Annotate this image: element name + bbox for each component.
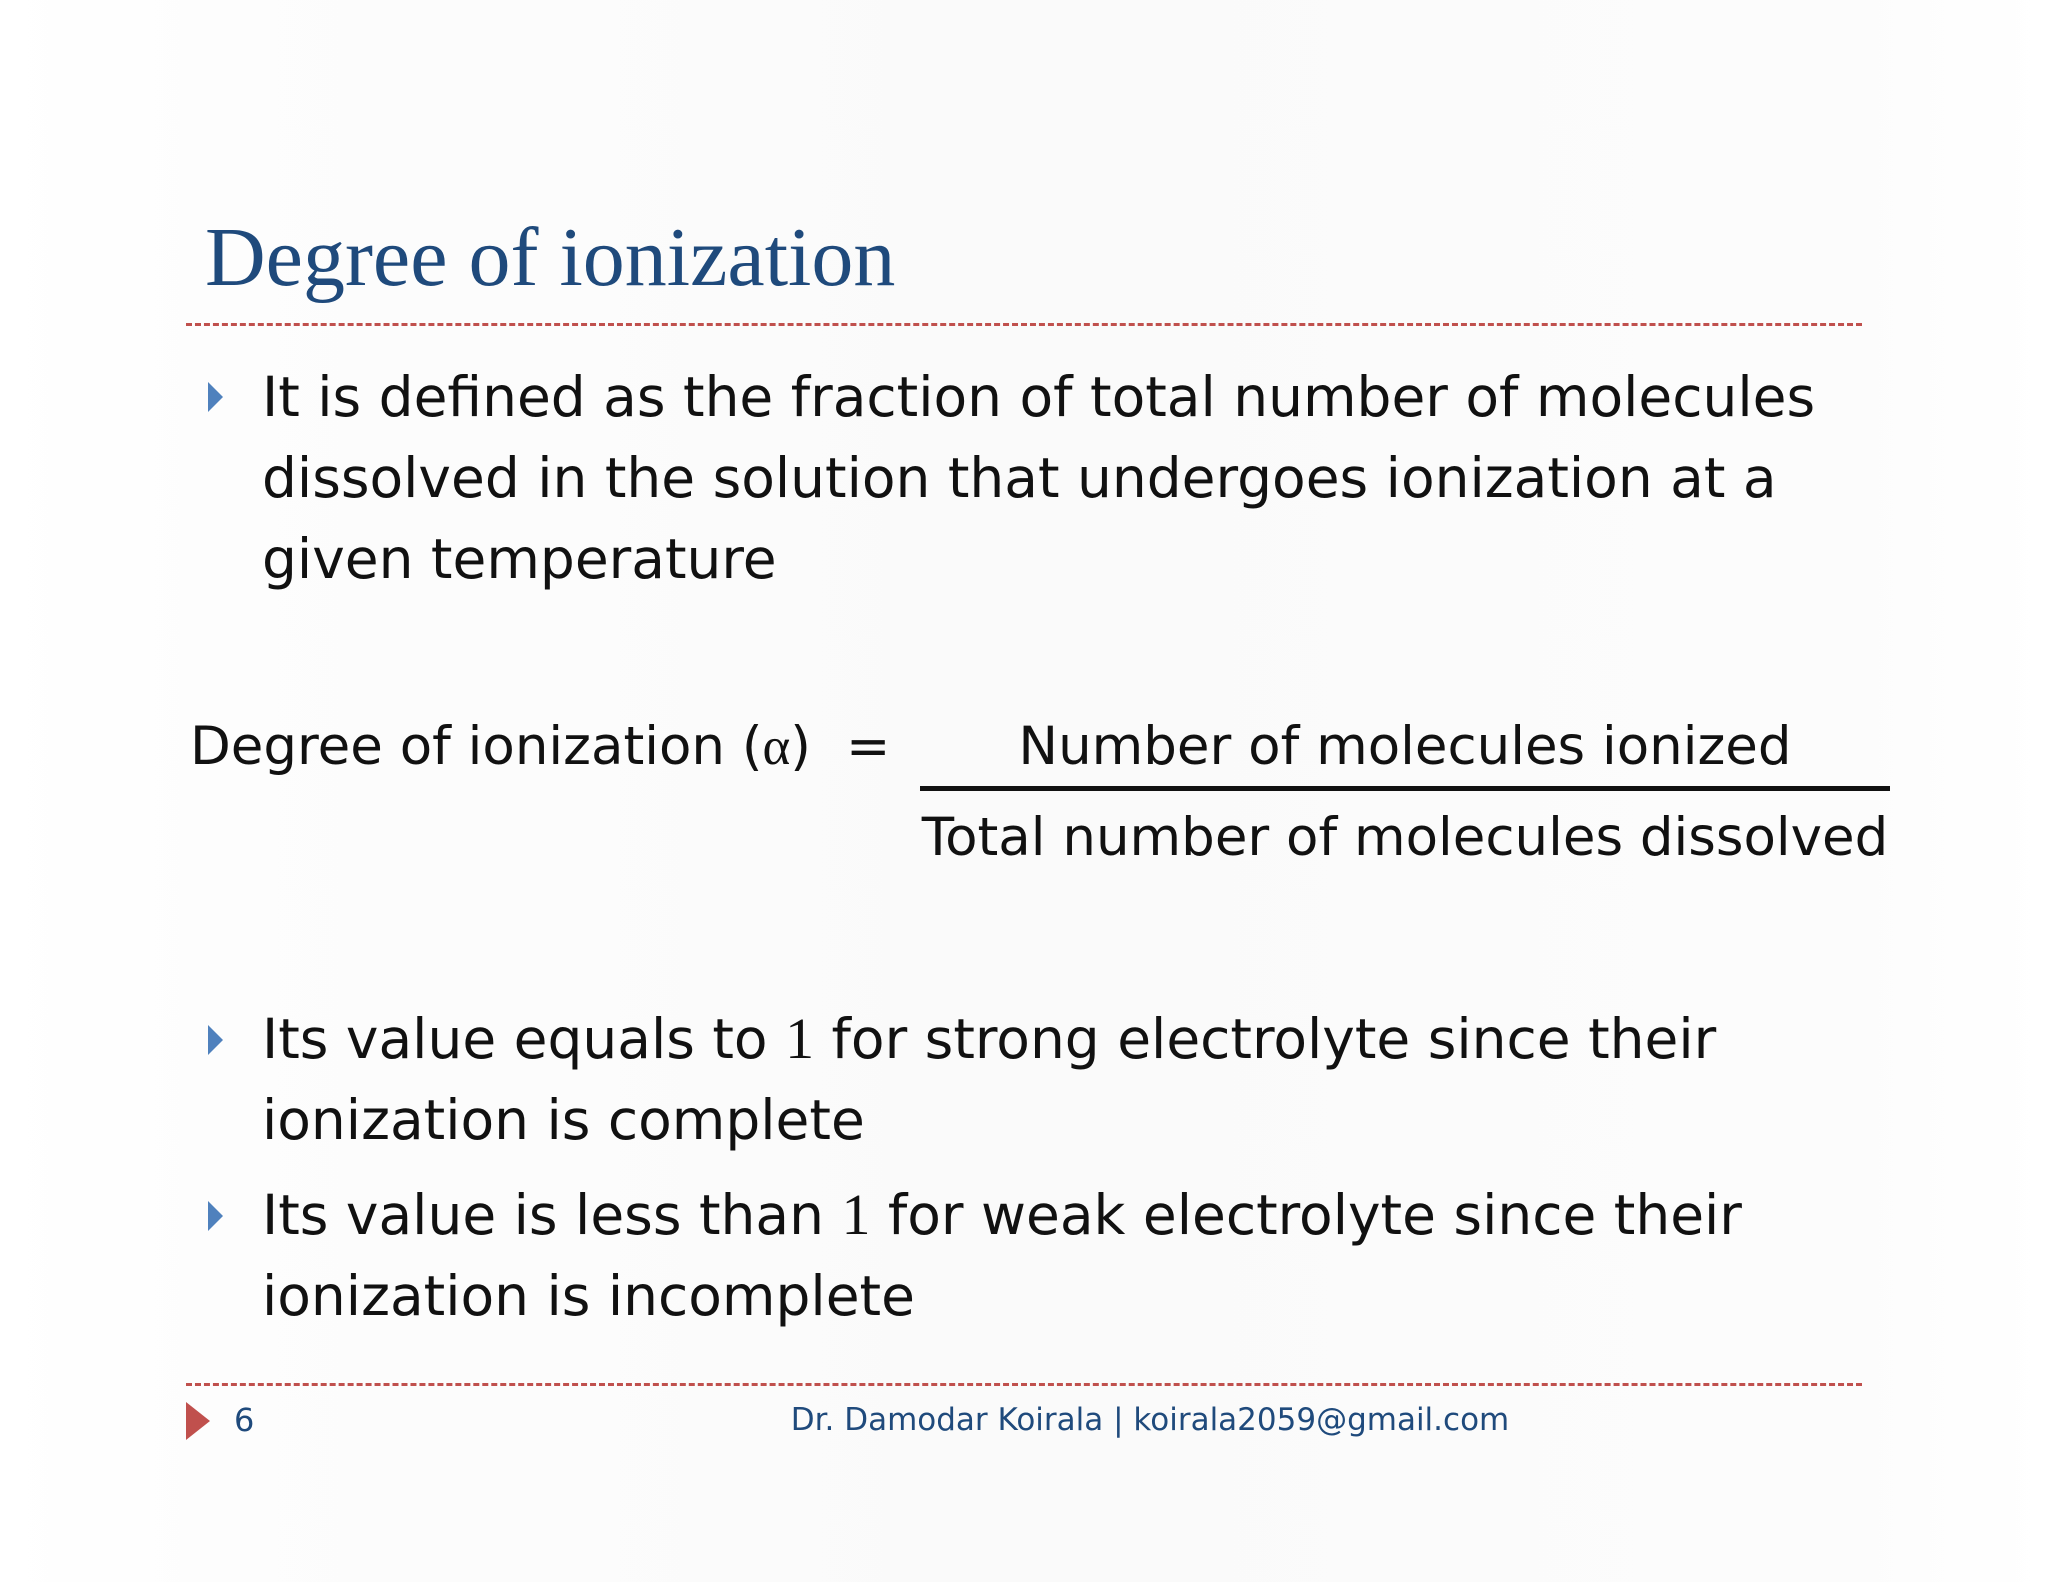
slide-title: Degree of ionization	[205, 211, 896, 304]
fraction-bar	[920, 786, 1890, 791]
bullet-weak-electrolyte	[262, 1174, 1812, 1337]
title-divider	[186, 323, 1862, 326]
bullet-text-before: Its value equals to	[262, 1007, 786, 1071]
alpha-symbol: α	[762, 718, 791, 776]
value-number: 1	[841, 1182, 871, 1247]
formula-label	[190, 712, 811, 782]
formula-denominator: Total number of molecules dissolved	[921, 807, 1889, 868]
footer-triangle-icon	[186, 1402, 210, 1440]
formula-label-text: Degree of ionization (	[190, 716, 763, 777]
bullet-triangle-icon	[208, 1201, 223, 1231]
equals-sign: =	[846, 716, 891, 777]
formula-label-close: )	[790, 716, 811, 777]
footer-author: Dr. Damodar Koirala | koirala2059@gmail.com	[790, 1402, 1510, 1438]
bullet-text-after: for strong electrolyte since their ionization is complete	[262, 1007, 1717, 1152]
bullet-triangle-icon	[208, 382, 223, 412]
bullet-triangle-icon	[208, 1025, 223, 1055]
bullet-text-after: for weak electrolyte since their ionization is incomplete	[262, 1183, 1742, 1328]
bullet-strong-electrolyte	[262, 998, 1812, 1161]
bullet-definition: It is defined as the fraction of total number of molecules dissolved in the solution that undergoes ionization at a given temperature	[262, 365, 1816, 591]
footer-divider	[186, 1383, 1862, 1386]
page-number: 6	[234, 1401, 255, 1439]
bullet-text-before: Its value is less than	[262, 1183, 842, 1247]
formula-numerator: Number of molecules ionized	[1018, 716, 1792, 777]
value-number: 1	[785, 1006, 815, 1071]
